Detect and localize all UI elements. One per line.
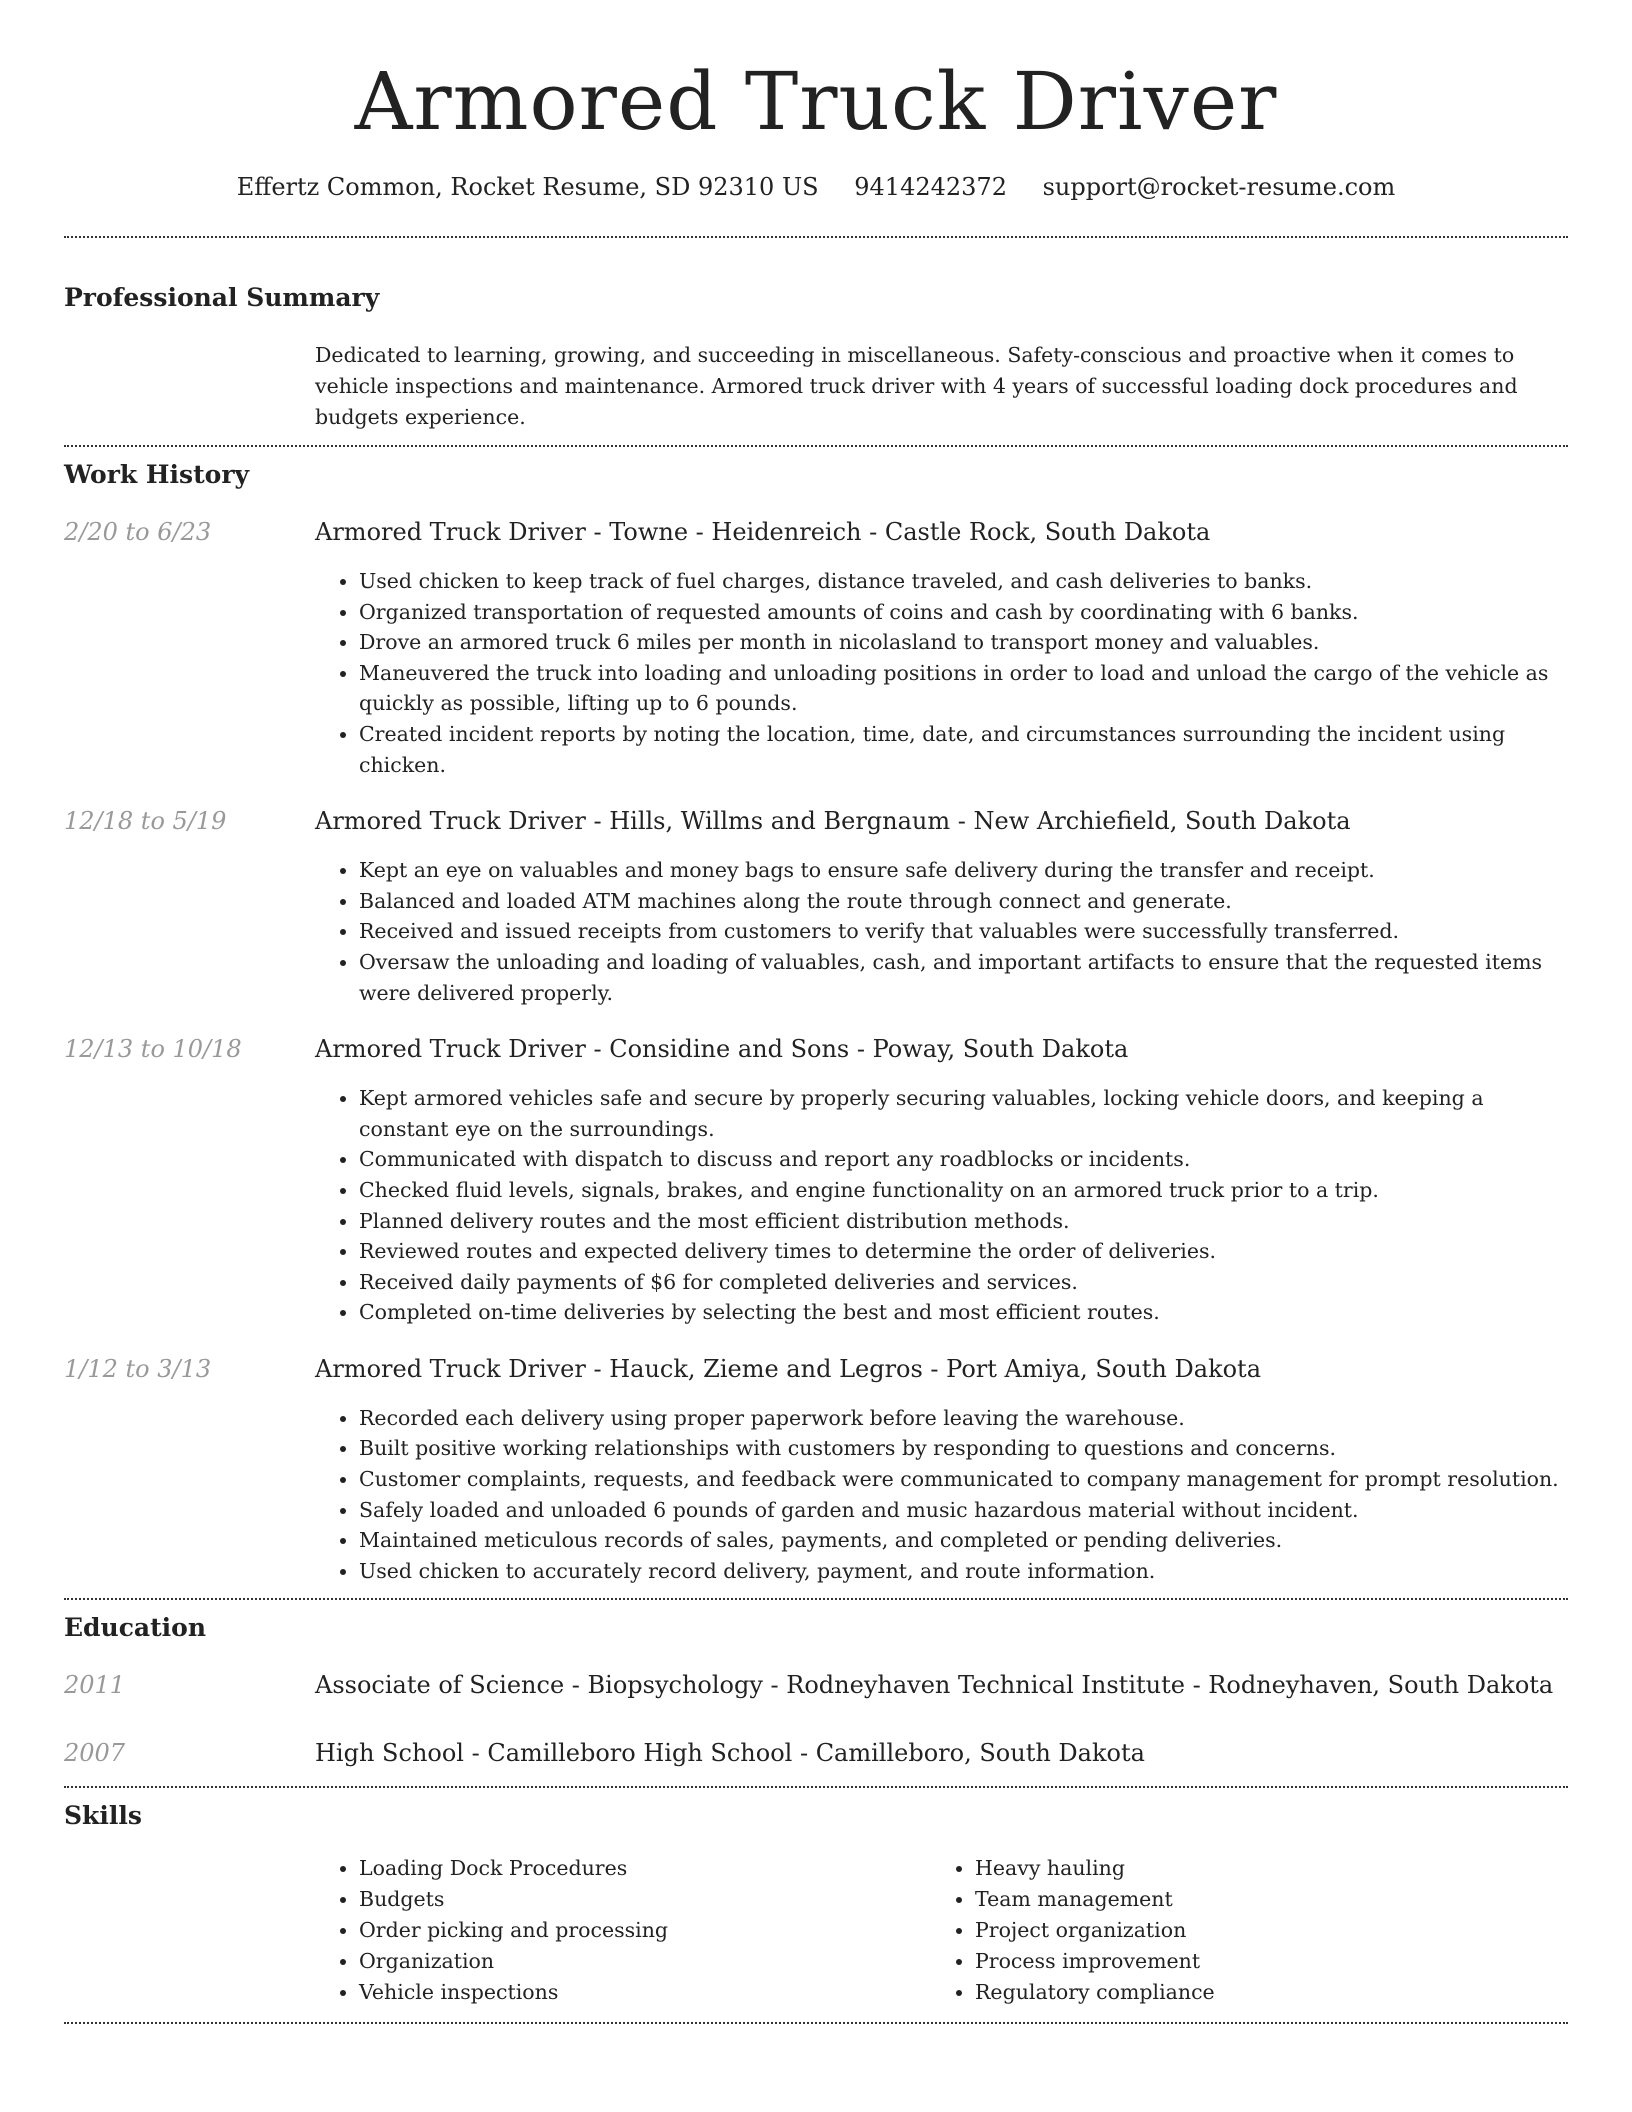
education-heading: Associate of Science - Biopsychology - Rodneyhaven Technical Institute - Rodneyhaven, South Dakota: [315, 1671, 1554, 1700]
job-bullets: [315, 1083, 1568, 1328]
skill-item: • Team management: [975, 1884, 1547, 1915]
job-bullet: • Completed on-time deliveries by selecting the best and most efficient routes.: [359, 1297, 1568, 1328]
skill-item: • Project organization: [975, 1915, 1547, 1946]
summary-text: Dedicated to learning, growing, and succeeding in miscellaneous. Safety-conscious and proactive when it comes to vehicle inspections and maintenance. Armored truck driver with 4 years of successful loading dock procedures and budgets experience.: [315, 343, 1518, 429]
skill-item: • Process improvement: [975, 1946, 1547, 1977]
job-bullet: • Used chicken to accurately record delivery, payment, and route information.: [359, 1556, 1568, 1587]
contact-address: Effertz Common, Rocket Resume, SD 92310 US: [236, 173, 819, 201]
job-dates: 1/12 to 3/13: [64, 1354, 212, 1383]
skill-item: • Vehicle inspections: [359, 1977, 931, 2008]
job-bullet: • Kept armored vehicles safe and secure by properly securing valuables, locking vehicle doors, and keeping a constant eye on the surroundings.: [359, 1083, 1568, 1144]
job-bullets: [315, 855, 1568, 1008]
job-entry: [64, 1354, 1568, 1599]
skill-item: • Budgets: [359, 1884, 931, 1915]
summary-title: Professional Summary: [64, 283, 380, 312]
section-divider: [64, 445, 1568, 447]
education-year: 2011: [64, 1671, 126, 1700]
job-heading: Armored Truck Driver - Hills, Willms and Bergnaum - New Archiefield, South Dakota: [315, 807, 1351, 836]
work-history-title: Work History: [64, 460, 250, 489]
job-bullets: [315, 1403, 1568, 1587]
job-bullets: [315, 566, 1568, 780]
skill-item: • Regulatory compliance: [975, 1977, 1547, 2008]
job-heading: Armored Truck Driver - Towne - Heidenreich - Castle Rock, South Dakota: [315, 518, 1211, 546]
education-entry: [64, 1670, 1568, 1700]
job-bullet: • Customer complaints, requests, and feedback were communicated to company management for prompt resolution.: [359, 1464, 1568, 1495]
section-divider: [64, 2022, 1568, 2024]
skills-grid: [315, 1853, 1568, 2008]
education-year: 2007: [64, 1739, 126, 1768]
job-bullet: • Received and issued receipts from customers to verify that valuables were successfully transferred.: [359, 916, 1568, 947]
section-divider: [64, 236, 1568, 238]
job-bullet: • Reviewed routes and expected delivery times to determine the order of deliveries.: [359, 1236, 1568, 1267]
job-bullet: • Checked fluid levels, signals, brakes, and engine functionality on an armored truck prior to a trip.: [359, 1175, 1568, 1206]
job-bullet: • Oversaw the unloading and loading of valuables, cash, and important artifacts to ensure that the requested items were delivered properly.: [359, 947, 1568, 1008]
job-bullet: • Balanced and loaded ATM machines along the route through connect and generate.: [359, 886, 1568, 917]
contact-line: [64, 172, 1568, 202]
education-entry: [64, 1738, 1568, 1768]
skill-item: • Organization: [359, 1946, 931, 1977]
resume-name: Armored Truck Driver: [354, 55, 1278, 148]
section-divider: [64, 1786, 1568, 1788]
contact-phone: 9414242372: [854, 173, 1007, 201]
job-heading: Armored Truck Driver - Considine and Sons - Poway, South Dakota: [315, 1035, 1129, 1064]
job-heading: Armored Truck Driver - Hauck, Zieme and Legros - Port Amiya, South Dakota: [315, 1354, 1262, 1383]
job-bullet: • Built positive working relationships with customers by responding to questions and concerns.: [359, 1433, 1568, 1464]
job-bullet: • Used chicken to keep track of fuel charges, distance traveled, and cash deliveries to banks.: [359, 566, 1568, 597]
job-dates: 12/18 to 5/19: [64, 807, 227, 836]
education-heading: High School - Camilleboro High School - Camilleboro, South Dakota: [315, 1739, 1145, 1768]
skill-item: • Heavy hauling: [975, 1853, 1547, 1884]
job-bullet: • Drove an armored truck 6 miles per month in nicolasland to transport money and valuables.: [359, 627, 1568, 658]
section-divider: [64, 1598, 1568, 1600]
skills-column-left: [315, 1853, 931, 2008]
job-dates: 12/13 to 10/18: [64, 1035, 242, 1064]
contact-email: support@rocket-resume.com: [1042, 173, 1396, 201]
job-bullet: • Communicated with dispatch to discuss and report any roadblocks or incidents.: [359, 1144, 1568, 1175]
skill-item: • Order picking and processing: [359, 1915, 931, 1946]
job-bullet: • Maneuvered the truck into loading and unloading positions in order to load and unload the cargo of the vehicle as quickly as possible, lifting up to 6 pounds.: [359, 658, 1568, 719]
skill-item: • Loading Dock Procedures: [359, 1853, 931, 1884]
skills-column-right: [931, 1853, 1547, 2008]
job-entry: [64, 806, 1568, 1008]
job-entry: [64, 1034, 1568, 1328]
job-bullet: • Received daily payments of $6 for completed deliveries and services.: [359, 1267, 1568, 1298]
job-bullet: • Safely loaded and unloaded 6 pounds of garden and music hazardous material without incident.: [359, 1495, 1568, 1526]
education-title: Education: [64, 1613, 207, 1643]
job-dates: 2/20 to 6/23: [64, 518, 212, 546]
job-bullet: • Planned delivery routes and the most efficient distribution methods.: [359, 1206, 1568, 1237]
job-bullet: • Organized transportation of requested amounts of coins and cash by coordinating with 6 banks.: [359, 597, 1568, 628]
job-bullet: • Kept an eye on valuables and money bags to ensure safe delivery during the transfer and receipt.: [359, 855, 1568, 886]
job-bullet: • Maintained meticulous records of sales, payments, and completed or pending deliveries.: [359, 1525, 1568, 1556]
job-bullet: • Created incident reports by noting the location, time, date, and circumstances surrounding the incident using chicken.: [359, 719, 1568, 780]
job-bullet: • Recorded each delivery using proper paperwork before leaving the warehouse.: [359, 1403, 1568, 1434]
job-entry: [64, 517, 1568, 780]
skills-title: Skills: [64, 1801, 142, 1831]
resume-page: [64, 0, 1568, 2024]
